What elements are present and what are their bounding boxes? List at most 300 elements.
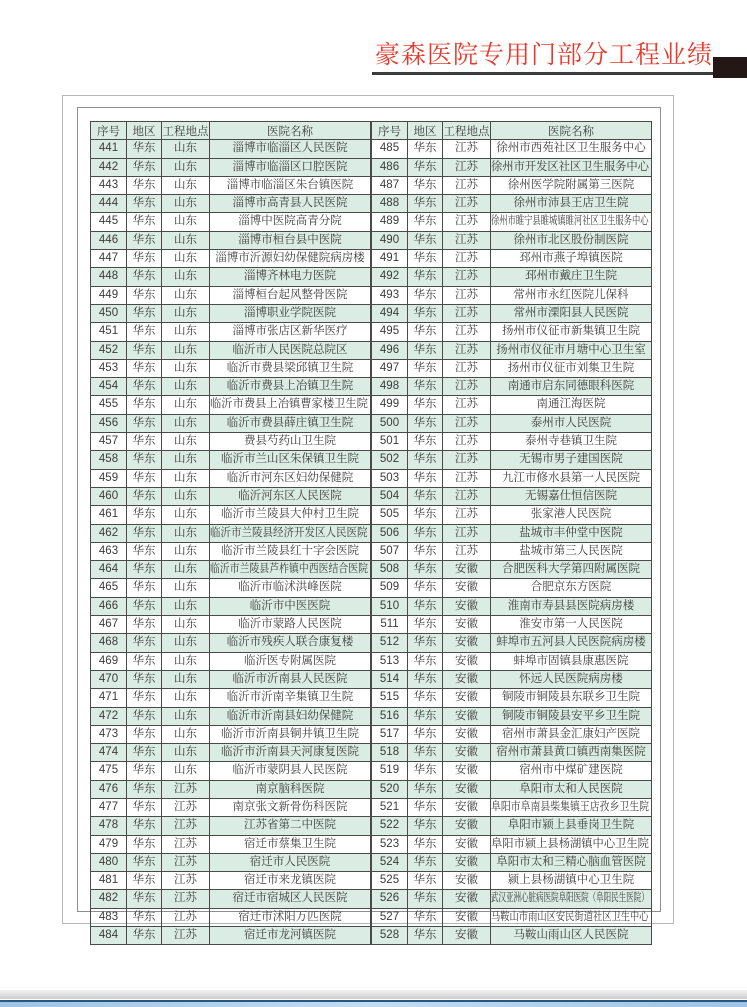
cell-serial: 443 xyxy=(91,176,127,194)
cell-serial: 458 xyxy=(91,451,127,469)
cell-region: 华东 xyxy=(127,451,162,469)
table-row xyxy=(372,744,652,762)
cell-serial: 455 xyxy=(91,396,127,414)
table-row xyxy=(91,597,371,615)
cell-region: 华东 xyxy=(408,396,443,414)
cell-site: 江苏 xyxy=(443,359,491,377)
cell-site: 山东 xyxy=(162,286,210,304)
cell-site: 江苏 xyxy=(443,341,491,359)
table-row xyxy=(91,231,371,249)
cell-serial: 484 xyxy=(91,927,127,945)
table-row xyxy=(91,359,371,377)
table-row xyxy=(372,725,652,743)
cell-serial: 460 xyxy=(91,487,127,505)
cell-region: 华东 xyxy=(408,762,443,780)
cell-site: 江苏 xyxy=(162,853,210,871)
cell-site: 江苏 xyxy=(443,213,491,231)
cell-hospital: 宿迁市人民医院 xyxy=(210,853,371,871)
cell-serial: 520 xyxy=(372,780,408,798)
cell-site: 山东 xyxy=(162,341,210,359)
cell-serial: 506 xyxy=(372,524,408,542)
page-title: 豪森医院专用门部分工程业绩 xyxy=(374,41,713,69)
cell-region: 华东 xyxy=(127,744,162,762)
cell-region: 华东 xyxy=(408,835,443,853)
table-row xyxy=(372,762,652,780)
cell-serial: 466 xyxy=(91,597,127,615)
table-row xyxy=(372,689,652,707)
cell-site: 山东 xyxy=(162,487,210,505)
cell-hospital: 阜阳市太和三精心脑血管医院 xyxy=(491,853,652,871)
cell-serial: 523 xyxy=(372,835,408,853)
cell-hospital: 淄博市临淄区口腔医院 xyxy=(210,158,371,176)
table-row xyxy=(372,817,652,835)
cell-hospital: 铜陵市铜陵县安平乡卫生院 xyxy=(491,707,652,725)
cell-region: 华东 xyxy=(408,359,443,377)
cell-hospital: 合肥医科大学第四附属医院 xyxy=(491,561,652,579)
cell-site: 山东 xyxy=(162,762,210,780)
table-row xyxy=(372,176,652,194)
table-row xyxy=(91,652,371,670)
cell-region: 华东 xyxy=(127,835,162,853)
cell-region: 华东 xyxy=(127,396,162,414)
table-row xyxy=(372,927,652,945)
cell-hospital: 阜阳市太和人民医院 xyxy=(491,780,652,798)
table-row xyxy=(91,780,371,798)
cell-region: 华东 xyxy=(408,817,443,835)
cell-region: 华东 xyxy=(408,579,443,597)
header-hospital: 医院名称 xyxy=(491,122,652,140)
cell-site: 山东 xyxy=(162,725,210,743)
cell-serial: 499 xyxy=(372,396,408,414)
cell-region: 华东 xyxy=(127,872,162,890)
cell-region: 华东 xyxy=(127,140,162,158)
cell-serial: 500 xyxy=(372,414,408,432)
table-row xyxy=(372,451,652,469)
cell-region: 华东 xyxy=(127,634,162,652)
cell-site: 江苏 xyxy=(443,323,491,341)
cell-serial: 521 xyxy=(372,798,408,816)
table-row xyxy=(91,927,371,945)
page-bottom-border xyxy=(0,990,747,1007)
cell-hospital: 临沂市河东区妇幼保健院 xyxy=(210,469,371,487)
cell-hospital: 淄博中医院高青分院 xyxy=(210,213,371,231)
cell-region: 华东 xyxy=(408,561,443,579)
cell-hospital: 临沂市沂南县铜井镇卫生院 xyxy=(210,725,371,743)
table-row xyxy=(91,524,371,542)
cell-serial: 498 xyxy=(372,378,408,396)
table-row xyxy=(91,469,371,487)
cell-hospital: 宿迁市龙河镇医院 xyxy=(210,927,371,945)
cell-serial: 449 xyxy=(91,286,127,304)
cell-region: 华东 xyxy=(408,780,443,798)
table-row xyxy=(91,817,371,835)
cell-hospital: 淄博职业学院医院 xyxy=(210,304,371,322)
table-row xyxy=(372,780,652,798)
cell-serial: 487 xyxy=(372,176,408,194)
table-row xyxy=(372,341,652,359)
cell-site: 江苏 xyxy=(162,835,210,853)
table-row xyxy=(372,469,652,487)
cell-hospital: 铜陵市铜陵县东联乡卫生院 xyxy=(491,689,652,707)
cell-site: 安徽 xyxy=(443,908,491,926)
table-row xyxy=(91,634,371,652)
cell-hospital: 淄博市临淄区人民医院 xyxy=(210,140,371,158)
cell-serial: 468 xyxy=(91,634,127,652)
cell-site: 安徽 xyxy=(443,890,491,908)
cell-serial: 518 xyxy=(372,744,408,762)
cell-region: 华东 xyxy=(408,268,443,286)
cell-hospital: 临沂河东区人民医院 xyxy=(210,487,371,505)
cell-site: 安徽 xyxy=(443,652,491,670)
cell-region: 华东 xyxy=(127,231,162,249)
cell-site: 江苏 xyxy=(443,487,491,505)
cell-region: 华东 xyxy=(127,579,162,597)
cell-site: 安徽 xyxy=(443,872,491,890)
table-row xyxy=(372,908,652,926)
cell-region: 华东 xyxy=(408,250,443,268)
cell-serial: 465 xyxy=(91,579,127,597)
cell-serial: 464 xyxy=(91,561,127,579)
cell-hospital: 淄博市临淄区朱台镇医院 xyxy=(210,176,371,194)
cell-region: 华东 xyxy=(408,707,443,725)
cell-serial: 478 xyxy=(91,817,127,835)
cell-hospital: 盐城市丰仲堂中医院 xyxy=(491,524,652,542)
cell-region: 华东 xyxy=(127,616,162,634)
cell-hospital: 淄博市张店区新华医疗 xyxy=(210,323,371,341)
cell-site: 江苏 xyxy=(443,524,491,542)
header-region: 地区 xyxy=(408,122,443,140)
cell-hospital: 阜阳市颍上县杨湖镇中心卫生院 xyxy=(491,835,652,853)
cell-hospital: 临沂市兰陵县芦柞镇中西医结合医院 xyxy=(210,561,371,579)
cell-hospital: 宿迁市沭阳万匹医院 xyxy=(210,908,371,926)
cell-serial: 477 xyxy=(91,798,127,816)
cell-site: 山东 xyxy=(162,414,210,432)
cell-region: 华东 xyxy=(127,798,162,816)
cell-serial: 451 xyxy=(91,323,127,341)
table-row xyxy=(372,798,652,816)
cell-region: 华东 xyxy=(408,853,443,871)
cell-hospital: 淄博市桓台县中医院 xyxy=(210,231,371,249)
cell-serial: 453 xyxy=(91,359,127,377)
table-row xyxy=(91,853,371,871)
cell-site: 山东 xyxy=(162,433,210,451)
table-row xyxy=(91,707,371,725)
cell-serial: 479 xyxy=(91,835,127,853)
cell-site: 山东 xyxy=(162,268,210,286)
header-site: 工程地点 xyxy=(162,122,210,140)
cell-site: 山东 xyxy=(162,359,210,377)
cell-hospital: 临沂市蒙阴县人民医院 xyxy=(210,762,371,780)
cell-hospital: 宿迁市来龙镇医院 xyxy=(210,872,371,890)
cell-hospital: 淮安市第一人民医院 xyxy=(491,616,652,634)
cell-region: 华东 xyxy=(127,542,162,560)
cell-serial: 462 xyxy=(91,524,127,542)
cell-hospital: 南京张文新骨伤科医院 xyxy=(210,798,371,816)
cell-hospital: 淄博市高青县人民医院 xyxy=(210,195,371,213)
cell-hospital: 宿州市萧县黄口镇西南集医院 xyxy=(491,744,652,762)
table-row xyxy=(91,762,371,780)
cell-serial: 508 xyxy=(372,561,408,579)
cell-site: 山东 xyxy=(162,652,210,670)
cell-serial: 511 xyxy=(372,616,408,634)
cell-site: 山东 xyxy=(162,304,210,322)
cell-hospital: 蚌埠市固镇县康惠医院 xyxy=(491,652,652,670)
cell-region: 华东 xyxy=(408,927,443,945)
cell-site: 安徽 xyxy=(443,798,491,816)
cell-serial: 493 xyxy=(372,286,408,304)
cell-region: 华东 xyxy=(127,213,162,231)
table-row xyxy=(372,634,652,652)
cell-serial: 509 xyxy=(372,579,408,597)
cell-site: 安徽 xyxy=(443,762,491,780)
table-row xyxy=(372,140,652,158)
table-row xyxy=(372,670,652,688)
cell-site: 安徽 xyxy=(443,670,491,688)
cell-hospital: 宿迁市蔡集卫生院 xyxy=(210,835,371,853)
cell-region: 华东 xyxy=(127,176,162,194)
table-row xyxy=(372,414,652,432)
cell-region: 华东 xyxy=(127,689,162,707)
cell-region: 华东 xyxy=(127,908,162,926)
cell-serial: 447 xyxy=(91,250,127,268)
cell-site: 江苏 xyxy=(162,798,210,816)
table-row xyxy=(91,872,371,890)
cell-site: 安徽 xyxy=(443,707,491,725)
cell-serial: 456 xyxy=(91,414,127,432)
cell-hospital: 临沂市人民医院总院区 xyxy=(210,341,371,359)
cell-region: 华东 xyxy=(408,542,443,560)
table-row xyxy=(91,744,371,762)
cell-hospital: 常州市永红医院儿保科 xyxy=(491,286,652,304)
cell-site: 江苏 xyxy=(443,414,491,432)
table-row xyxy=(91,542,371,560)
table-row xyxy=(372,396,652,414)
cell-region: 华东 xyxy=(127,268,162,286)
cell-hospital: 临沂市费县薛庄镇卫生院 xyxy=(210,414,371,432)
cell-hospital: 宿迁市宿城区人民医院 xyxy=(210,890,371,908)
cell-site: 安徽 xyxy=(443,597,491,615)
title-underline xyxy=(372,42,713,75)
table-row xyxy=(91,798,371,816)
cell-site: 安徽 xyxy=(443,579,491,597)
cell-region: 华东 xyxy=(127,433,162,451)
cell-serial: 470 xyxy=(91,670,127,688)
header-serial: 序号 xyxy=(91,122,127,140)
table-row xyxy=(91,323,371,341)
cell-site: 安徽 xyxy=(443,853,491,871)
table-row xyxy=(372,597,652,615)
table-row xyxy=(372,487,652,505)
cell-site: 山东 xyxy=(162,396,210,414)
cell-region: 华东 xyxy=(127,469,162,487)
cell-region: 华东 xyxy=(408,524,443,542)
cell-region: 华东 xyxy=(408,616,443,634)
cell-region: 华东 xyxy=(408,451,443,469)
cell-region: 华东 xyxy=(408,597,443,615)
table-header-row xyxy=(91,122,371,140)
cell-hospital: 邳州市戴庄卫生院 xyxy=(491,268,652,286)
cell-region: 华东 xyxy=(127,250,162,268)
bottom-grey-strip xyxy=(0,990,747,999)
cell-site: 山东 xyxy=(162,542,210,560)
cell-site: 江苏 xyxy=(162,890,210,908)
cell-region: 华东 xyxy=(408,908,443,926)
cell-serial: 510 xyxy=(372,597,408,615)
cell-region: 华东 xyxy=(408,670,443,688)
cell-site: 安徽 xyxy=(443,634,491,652)
table-row xyxy=(91,250,371,268)
cell-hospital: 阜阳市阜南县柴集镇王店孜乡卫生院 xyxy=(491,798,652,816)
hospital-table-left xyxy=(90,121,371,945)
table-row xyxy=(372,616,652,634)
cell-region: 华东 xyxy=(127,359,162,377)
table-row xyxy=(372,652,652,670)
cell-serial: 480 xyxy=(91,853,127,871)
cell-site: 山东 xyxy=(162,451,210,469)
cell-hospital: 怀远人民医院病房楼 xyxy=(491,670,652,688)
cell-region: 华东 xyxy=(127,378,162,396)
cell-site: 山东 xyxy=(162,250,210,268)
cell-hospital: 蚌埠市五河县人民医院病房楼 xyxy=(491,634,652,652)
cell-site: 山东 xyxy=(162,744,210,762)
cell-serial: 463 xyxy=(91,542,127,560)
cell-serial: 515 xyxy=(372,689,408,707)
cell-serial: 496 xyxy=(372,341,408,359)
cell-site: 江苏 xyxy=(443,304,491,322)
table-row xyxy=(91,286,371,304)
cell-hospital: 扬州市仪征市新集镇卫生院 xyxy=(491,323,652,341)
cell-hospital: 无锡市男子建国医院 xyxy=(491,451,652,469)
cell-hospital: 宿州市萧县金汇康妇产医院 xyxy=(491,725,652,743)
table-row xyxy=(372,286,652,304)
cell-hospital: 临沂市费县梁邱镇卫生院 xyxy=(210,359,371,377)
cell-site: 江苏 xyxy=(443,396,491,414)
cell-site: 江苏 xyxy=(443,250,491,268)
cell-site: 安徽 xyxy=(443,616,491,634)
cell-site: 江苏 xyxy=(443,158,491,176)
table-row xyxy=(91,506,371,524)
header-serial: 序号 xyxy=(372,122,408,140)
cell-hospital: 淄博齐林电力医院 xyxy=(210,268,371,286)
cell-region: 华东 xyxy=(408,890,443,908)
cell-serial: 482 xyxy=(91,890,127,908)
cell-serial: 446 xyxy=(91,231,127,249)
cell-hospital: 南京脑科医院 xyxy=(210,780,371,798)
cell-site: 山东 xyxy=(162,469,210,487)
cell-serial: 481 xyxy=(91,872,127,890)
table-row xyxy=(91,304,371,322)
cell-serial: 461 xyxy=(91,506,127,524)
table-row xyxy=(91,176,371,194)
table-row xyxy=(372,323,652,341)
cell-site: 安徽 xyxy=(443,725,491,743)
cell-hospital: 徐州市开发区社区卫生服务中心 xyxy=(491,158,652,176)
hospital-tables xyxy=(90,121,652,945)
cell-serial: 504 xyxy=(372,487,408,505)
cell-serial: 526 xyxy=(372,890,408,908)
cell-site: 山东 xyxy=(162,506,210,524)
cell-serial: 516 xyxy=(372,707,408,725)
table-row xyxy=(372,579,652,597)
table-row xyxy=(91,213,371,231)
cell-hospital: 武汉亚洲心脏病医院阜阳医院（阜阳民生医院） xyxy=(491,890,652,908)
cell-site: 山东 xyxy=(162,597,210,615)
cell-region: 华东 xyxy=(127,780,162,798)
cell-region: 华东 xyxy=(127,762,162,780)
table-row xyxy=(372,707,652,725)
cell-hospital: 临沂市蒙路人民医院 xyxy=(210,616,371,634)
cell-region: 华东 xyxy=(408,744,443,762)
cell-serial: 485 xyxy=(372,140,408,158)
table-row xyxy=(91,195,371,213)
cell-hospital: 马鞍山雨山区人民医院 xyxy=(491,927,652,945)
cell-serial: 522 xyxy=(372,817,408,835)
cell-serial: 448 xyxy=(91,268,127,286)
table-row xyxy=(372,268,652,286)
cell-region: 华东 xyxy=(127,158,162,176)
table-row xyxy=(372,213,652,231)
cell-hospital: 宿州市中煤矿建医院 xyxy=(491,762,652,780)
cell-site: 山东 xyxy=(162,176,210,194)
cell-serial: 494 xyxy=(372,304,408,322)
cell-region: 华东 xyxy=(408,652,443,670)
table-row xyxy=(372,872,652,890)
cell-serial: 442 xyxy=(91,158,127,176)
cell-serial: 513 xyxy=(372,652,408,670)
table-row xyxy=(91,414,371,432)
cell-hospital: 阜阳市颍上县垂岗卫生院 xyxy=(491,817,652,835)
cell-region: 华东 xyxy=(408,872,443,890)
cell-hospital: 费县芍药山卫生院 xyxy=(210,433,371,451)
cell-site: 安徽 xyxy=(443,835,491,853)
cell-hospital: 徐州市西苑社区卫生服务中心 xyxy=(491,140,652,158)
cell-region: 华东 xyxy=(127,890,162,908)
cell-hospital: 临沂市沂南县人民医院 xyxy=(210,670,371,688)
cell-serial: 471 xyxy=(91,689,127,707)
cell-serial: 472 xyxy=(91,707,127,725)
cell-site: 江苏 xyxy=(443,451,491,469)
cell-region: 华东 xyxy=(408,304,443,322)
cell-serial: 503 xyxy=(372,469,408,487)
cell-region: 华东 xyxy=(127,341,162,359)
cell-region: 华东 xyxy=(408,378,443,396)
cell-region: 华东 xyxy=(127,670,162,688)
table-row xyxy=(372,158,652,176)
cell-region: 华东 xyxy=(127,561,162,579)
cell-site: 山东 xyxy=(162,670,210,688)
cell-serial: 454 xyxy=(91,378,127,396)
table-row xyxy=(372,195,652,213)
cell-site: 山东 xyxy=(162,195,210,213)
cell-site: 安徽 xyxy=(443,780,491,798)
cell-hospital: 淄博市沂源妇幼保健院病房楼 xyxy=(210,250,371,268)
table-row xyxy=(91,158,371,176)
cell-site: 山东 xyxy=(162,707,210,725)
cell-site: 山东 xyxy=(162,689,210,707)
cell-serial: 505 xyxy=(372,506,408,524)
cell-region: 华东 xyxy=(408,213,443,231)
table-row xyxy=(372,506,652,524)
cell-serial: 525 xyxy=(372,872,408,890)
cell-site: 江苏 xyxy=(443,268,491,286)
cell-region: 华东 xyxy=(127,323,162,341)
cell-hospital: 临沂市沂南辛集镇卫生院 xyxy=(210,689,371,707)
cell-hospital: 南通市启东同德眼科医院 xyxy=(491,378,652,396)
cell-region: 华东 xyxy=(127,524,162,542)
cell-site: 江苏 xyxy=(443,195,491,213)
cell-hospital: 扬州市仪征市月塘中心卫生室 xyxy=(491,341,652,359)
cell-hospital: 盐城市第三人民医院 xyxy=(491,542,652,560)
